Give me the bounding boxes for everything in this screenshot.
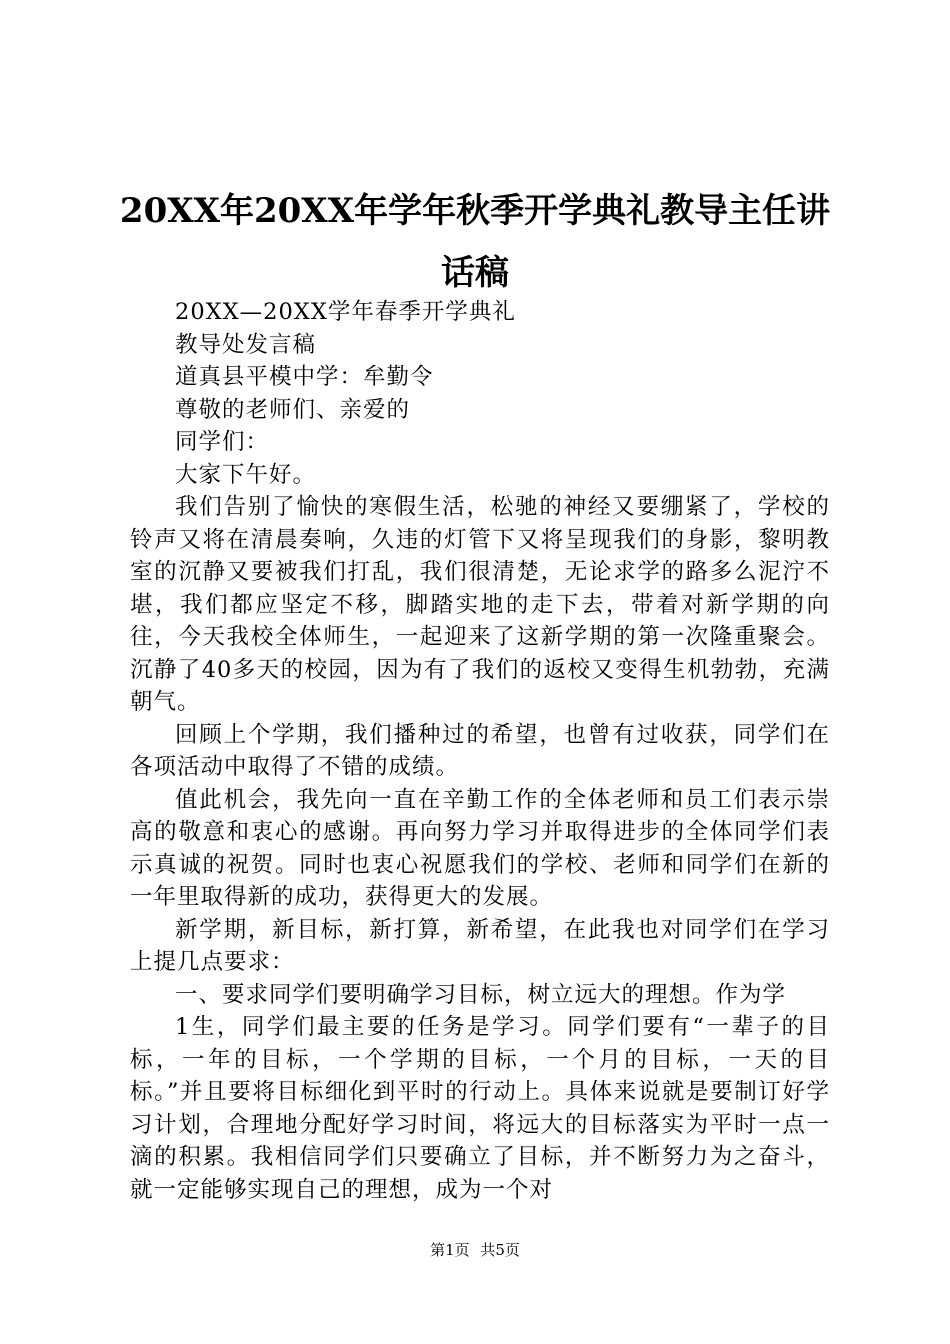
paragraph: 我们告别了愉快的寒假生活，松驰的神经又要绷紧了，学校的铃声又将在清晨奏响，久违的灯管下又将呈现我们的身影，黎明教室的沉静又要被我们打乱，我们很清楚，无论求学的路多么泥泞不堪，我们都应坚定不移，脚踏实地的走下去，带着对新学期的向往，今天我校全体师生，一起迎来了这新学期的第一次隆重聚会。沉静了40多天的校园，因为有了我们的返校又变得生机勃勃，充满朝气。 [130, 494, 830, 715]
document-body [130, 296, 830, 1206]
page-number: 第1页 [430, 1241, 470, 1259]
paragraph: 尊敬的老师们、亲爱的 [175, 396, 411, 423]
document-title [100, 180, 850, 304]
paragraph: 值此机会，我先向一直在辛勤工作的全体老师和员工们表示崇高的敬意和衷心的感谢。再向努力学习并取得进步的全体同学们表示真诚的祝贺。同时也衷心祝愿我们的学校、老师和同学们在新的一年里取得新的成功，获得更大的发展。 [130, 786, 830, 910]
paragraph: 大家下午好。 [175, 461, 317, 488]
paragraph: 1生，同学们最主要的任务是学习。同学们要有“一辈子的目标，一年的目标，一个学期的目标，一个月的目标，一天的目标。”并且要将目标细化到平时的行动上。具体来说就是要制订好学习计划，合理地分配好学习时间，将远大的目标落实为平时一点一滴的积累。我相信同学们只要确立了目标，并不断努力为之奋斗，就一定能够实现自己的理想，成为一个对 [130, 1014, 830, 1203]
paragraph: 新学期，新目标，新打算，新希望，在此我也对同学们在学习上提几点要求： [130, 916, 830, 975]
page-footer [0, 1240, 950, 1260]
paragraph: 教导处发言稿 [175, 331, 317, 358]
paragraph: 同学们： [175, 429, 270, 455]
paragraph: 回顾上个学期，我们播种过的希望，也曾有过收获，同学们在各项活动中取得了不错的成绩。 [130, 721, 830, 780]
paragraph: 一、要求同学们要明确学习目标，树立远大的理想。作为学 [175, 981, 787, 1008]
paragraph: 20XX—20XX学年春季开学典礼 [175, 299, 516, 325]
title-line-2: 话稿 [441, 253, 509, 293]
paragraph: 道真县平模中学：牟勤令 [175, 364, 434, 390]
page-count: 共5页 [480, 1241, 520, 1259]
title-line-1: 20XX年20XX年学年秋季开学典礼教导主任讲 [119, 191, 831, 231]
